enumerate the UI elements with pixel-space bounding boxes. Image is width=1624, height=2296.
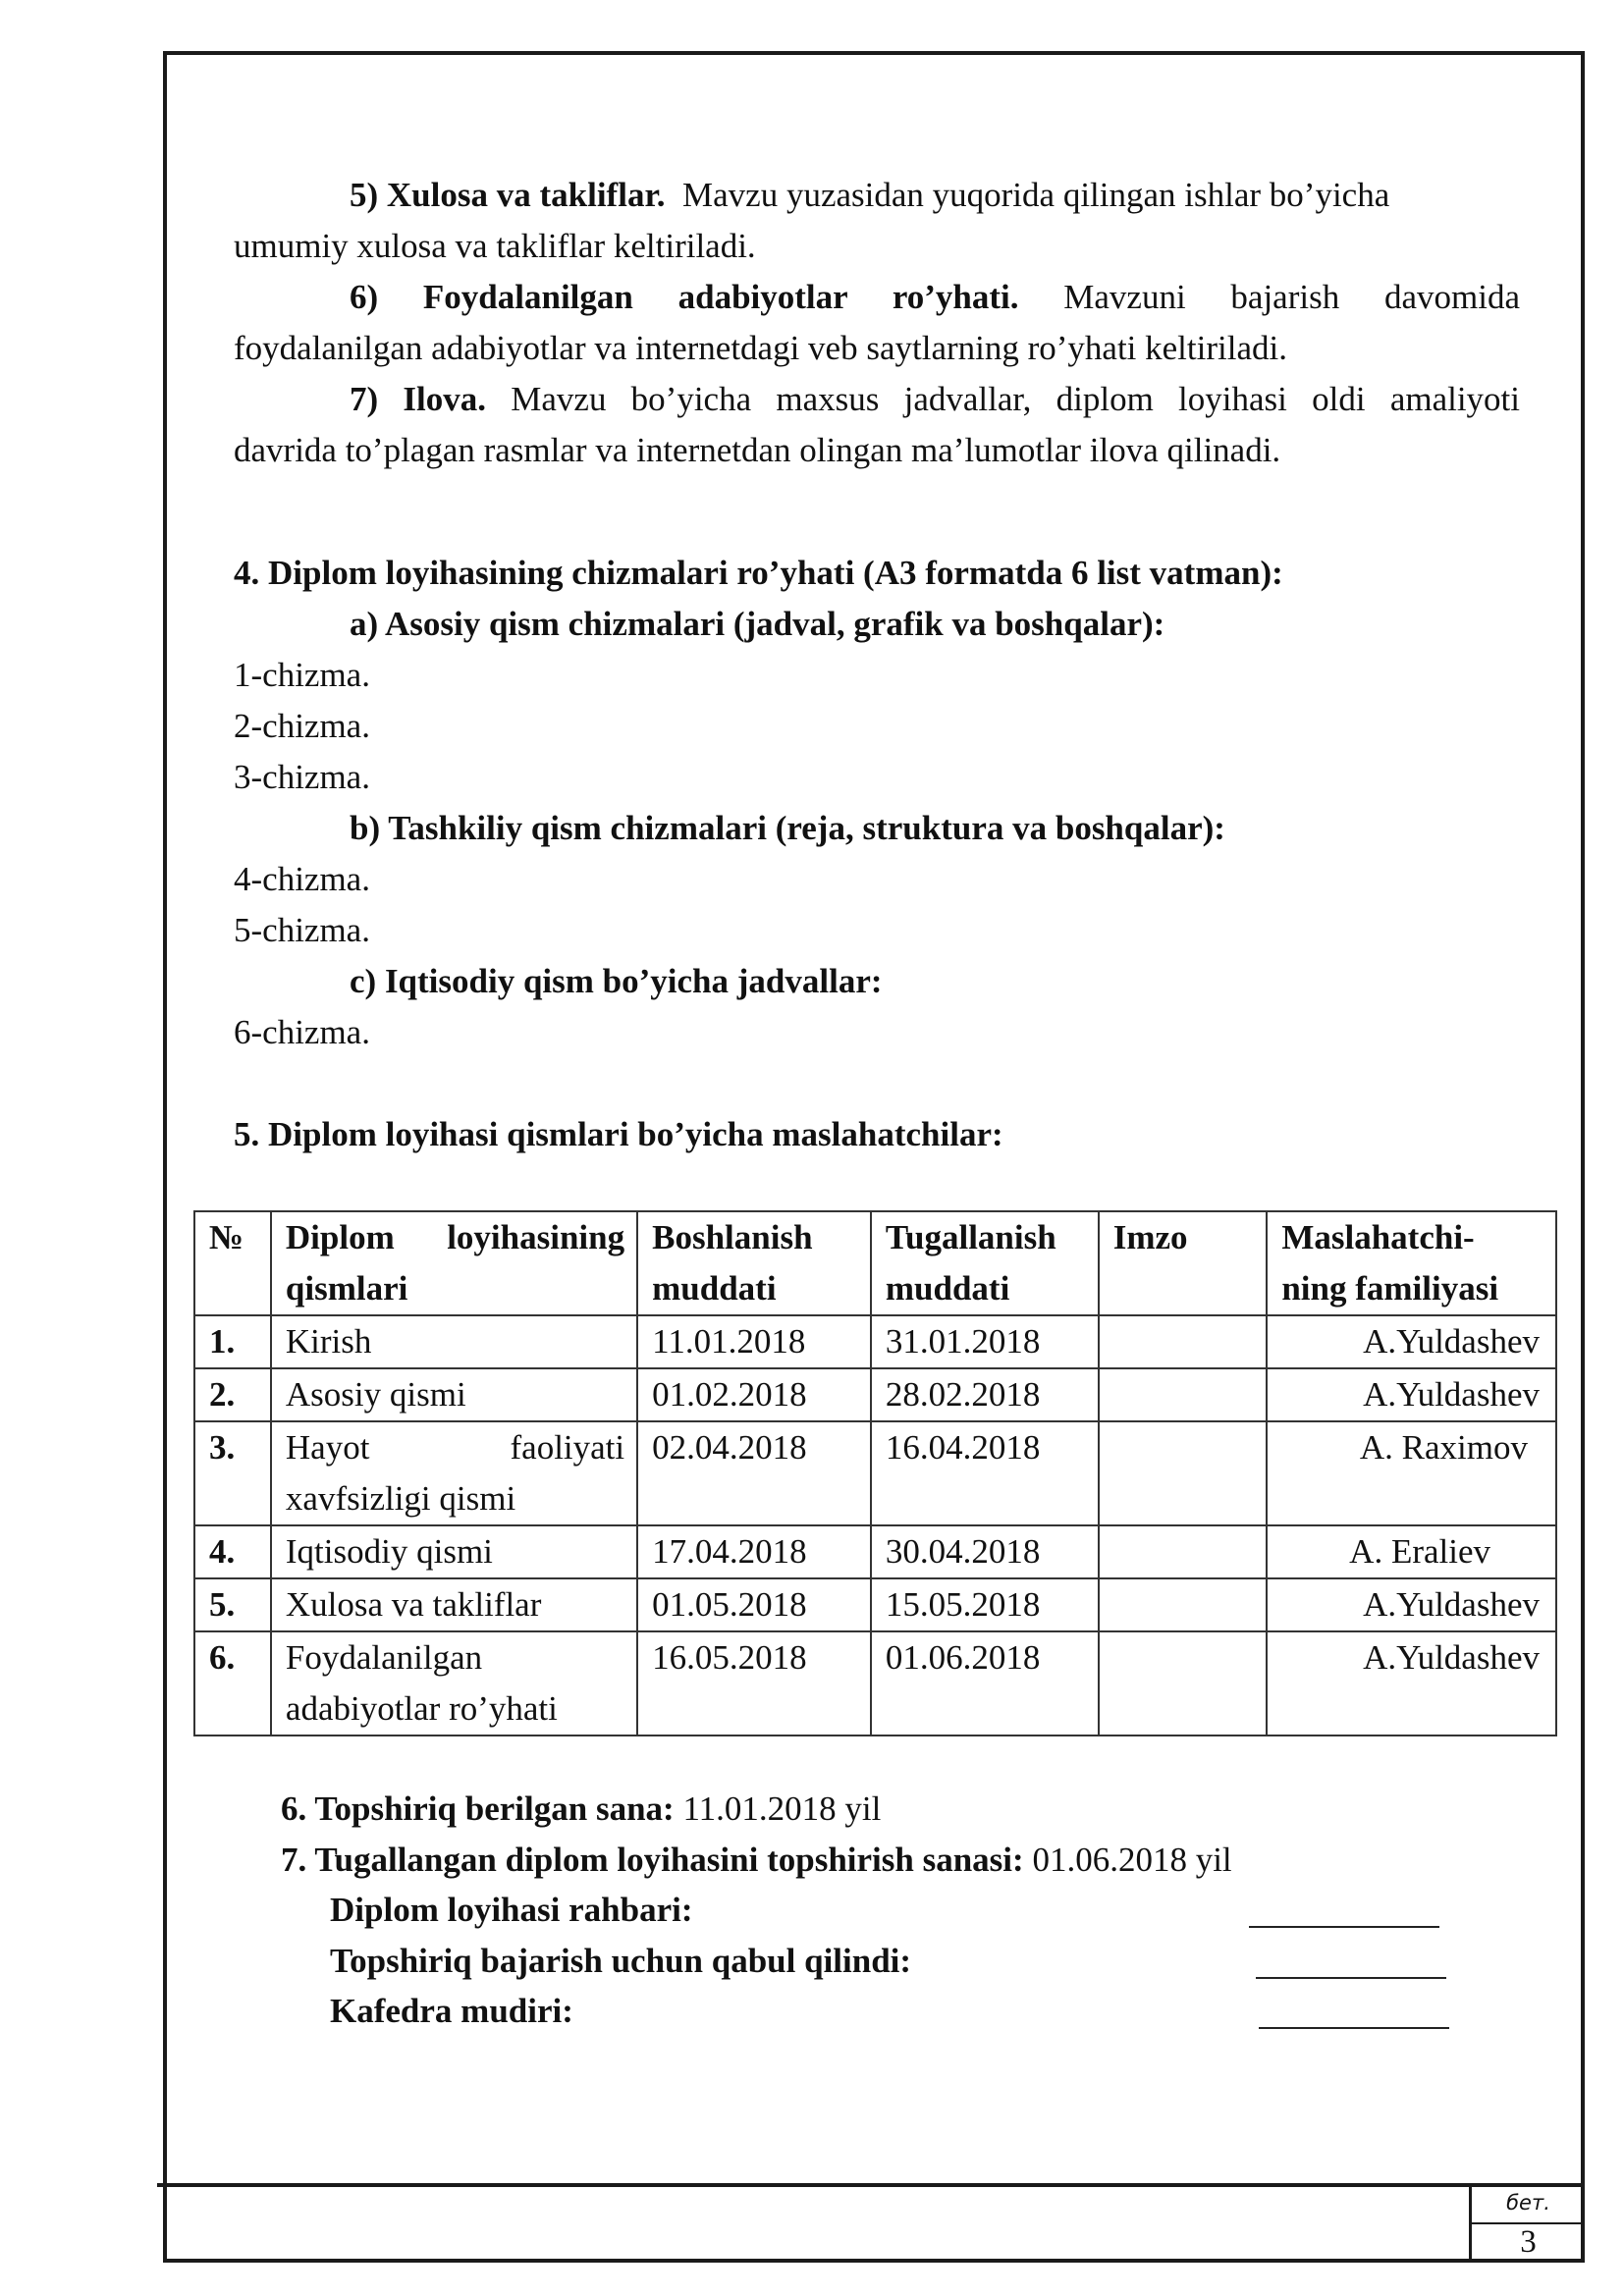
row-num: 6. (194, 1631, 271, 1735)
drawing-item-2: 2-chizma. (234, 707, 370, 745)
section-6-title: 6) Foydalanilgan adabiyotlar ro’yhati. (350, 278, 1019, 316)
row-start: 11.01.2018 (637, 1315, 871, 1368)
table-row (194, 1368, 1556, 1421)
table-row (194, 1631, 1556, 1735)
row-part-line-1: Asosiy qismi (285, 1375, 466, 1414)
page-number-box (1469, 2183, 1585, 2263)
section-5-text: Mavzu yuzasidan yuqorida qilingan ishlar bo’yicha (682, 176, 1390, 214)
header-name-line-2: ning familiyasi (1281, 1269, 1499, 1308)
drawing-item-4: 4-chizma. (234, 860, 370, 898)
row-advisor: A. Raximov (1267, 1421, 1556, 1525)
drawings-group-b: b) Tashkiliy qism chizmalari (reja, struktura va boshqalar): (350, 809, 1225, 847)
row-advisor: A.Yuldashev (1267, 1368, 1556, 1421)
row-end: 28.02.2018 (871, 1368, 1099, 1421)
row-part (271, 1368, 637, 1421)
row-sign (1099, 1368, 1268, 1421)
row-part (271, 1525, 637, 1578)
row-start: 16.05.2018 (637, 1631, 871, 1735)
row-part (271, 1421, 637, 1525)
drawings-group-c: c) Iqtisodiy qism bo’yicha jadvallar: (350, 962, 883, 1000)
header-name (1267, 1211, 1556, 1315)
head-of-department-label: Kafedra mudiri: (330, 1992, 573, 2030)
row-part-line-1: Foydalanilgan (285, 1638, 483, 1677)
header-start-line-2: muddati (652, 1269, 777, 1308)
supervisor-signature-line (1249, 1926, 1439, 1928)
section-7-line-1 (350, 375, 1520, 424)
page-number: 3 (1520, 2224, 1537, 2260)
section-7-line-2: davrida to’plagan rasmlar va internetdan olingan ma’lumotlar ilova qilinadi. (234, 431, 1281, 469)
row-num: 5. (194, 1578, 271, 1631)
advisors-table (193, 1210, 1557, 1736)
section-6-line-1 (350, 273, 1520, 322)
drawing-item-6: 6-chizma. (234, 1013, 370, 1051)
issued-date-line (281, 1785, 881, 1834)
submit-date-value: 01.06.2018 yil (1032, 1841, 1232, 1879)
issued-date-value: 11.01.2018 yil (682, 1789, 882, 1828)
row-start: 17.04.2018 (637, 1525, 871, 1578)
advisors-heading: 5. Diplom loyihasi qismlari bo’yicha maslahatchilar: (234, 1115, 1003, 1153)
head-signature-line (1259, 2027, 1449, 2029)
drawings-heading: 4. Diplom loyihasining chizmalari ro’yhati (A3 formatda 6 list vatman): (234, 554, 1283, 592)
row-start: 01.02.2018 (637, 1368, 871, 1421)
section-7-title: 7) Ilova. (350, 380, 486, 418)
header-start (637, 1211, 871, 1315)
drawing-item-5: 5-chizma. (234, 911, 370, 949)
row-advisor: A.Yuldashev (1267, 1631, 1556, 1735)
table-row (194, 1315, 1556, 1368)
header-sign: Imzo (1099, 1211, 1268, 1315)
row-advisor: A. Eraliev (1267, 1525, 1556, 1578)
row-start: 01.05.2018 (637, 1578, 871, 1631)
row-part-line-1: Hayot faoliyati (285, 1428, 625, 1467)
row-part-line-1: Xulosa va takliflar (285, 1585, 542, 1624)
table-row (194, 1525, 1556, 1578)
header-end-line-2: muddati (885, 1269, 1010, 1308)
row-part-line-1: Iqtisodiy qismi (285, 1532, 493, 1571)
row-start: 02.04.2018 (637, 1421, 871, 1525)
row-part (271, 1578, 637, 1631)
row-part (271, 1631, 637, 1735)
drawing-item-3: 3-chizma. (234, 758, 370, 796)
section-6-text: Mavzuni bajarish davomida (1063, 278, 1520, 316)
row-num: 3. (194, 1421, 271, 1525)
drawing-item-1: 1-chizma. (234, 656, 370, 694)
row-advisor: A.Yuldashev (1267, 1315, 1556, 1368)
section-5-line-2: umumiy xulosa va takliflar keltiriladi. (234, 227, 756, 265)
section-7-text: Mavzu bo’yicha maxsus jadvallar, diplom loyihasi oldi amaliyoti (511, 380, 1521, 418)
header-num: № (194, 1211, 271, 1315)
row-num: 2. (194, 1368, 271, 1421)
row-sign (1099, 1315, 1268, 1368)
section-5-line-1 (350, 171, 1520, 220)
section-5-title: 5) Xulosa va takliflar. (350, 176, 666, 214)
row-num: 1. (194, 1315, 271, 1368)
row-part-line-2: xavfsizligi qismi (285, 1479, 516, 1518)
submit-date-label: 7. Tugallangan diplom loyihasini topshirish sanasi: (281, 1841, 1024, 1879)
footer-divider (157, 2183, 1585, 2187)
row-sign (1099, 1631, 1268, 1735)
row-part-line-1: Kirish (285, 1322, 372, 1361)
row-end: 31.01.2018 (871, 1315, 1099, 1368)
section-6-line-2: foydalanilgan adabiyotlar va internetdagi veb saytlarning ro’yhati keltiriladi. (234, 329, 1287, 367)
row-end: 15.05.2018 (871, 1578, 1099, 1631)
table-row (194, 1421, 1556, 1525)
header-end-line-1: Tugallanish (885, 1218, 1056, 1256)
accepted-label: Topshiriq bajarish uchun qabul qilindi: (330, 1942, 912, 1980)
header-end (871, 1211, 1099, 1315)
row-num: 4. (194, 1525, 271, 1578)
table-row (194, 1578, 1556, 1631)
header-start-line-1: Boshlanish (652, 1218, 813, 1256)
row-sign (1099, 1525, 1268, 1578)
header-name-line-1: Maslahatchi- (1281, 1218, 1475, 1256)
row-end: 30.04.2018 (871, 1525, 1099, 1578)
header-part-line-1: Diplom loyihasining (285, 1218, 625, 1256)
row-part-line-2: adabiyotlar ro’yhati (285, 1689, 558, 1728)
row-sign (1099, 1421, 1268, 1525)
submit-date-line (281, 1836, 1232, 1885)
drawings-group-a: a) Asosiy qism chizmalari (jadval, grafik va boshqalar): (350, 605, 1165, 643)
page-label: бет. (1506, 2191, 1550, 2215)
header-part-line-2: qismlari (285, 1269, 408, 1308)
row-advisor: A.Yuldashev (1267, 1578, 1556, 1631)
accepted-signature-line (1256, 1977, 1446, 1979)
table-header-row (194, 1211, 1556, 1315)
supervisor-label: Diplom loyihasi rahbari: (330, 1891, 693, 1929)
row-end: 16.04.2018 (871, 1421, 1099, 1525)
row-end: 01.06.2018 (871, 1631, 1099, 1735)
row-sign (1099, 1578, 1268, 1631)
header-part (271, 1211, 637, 1315)
issued-date-label: 6. Topshiriq berilgan sana: (281, 1789, 675, 1828)
row-part (271, 1315, 637, 1368)
